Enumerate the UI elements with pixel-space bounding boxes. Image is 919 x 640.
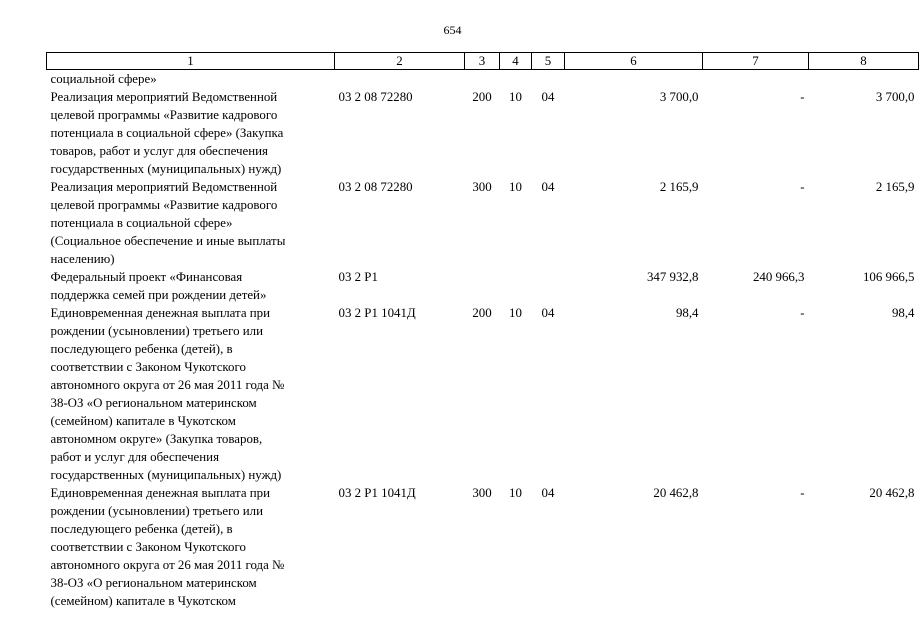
row-section: 10 — [509, 90, 522, 104]
row-section: 10 — [509, 180, 522, 194]
row-section: 10 — [509, 306, 522, 320]
row-code: 03 2 P1 1041Д — [338, 306, 416, 320]
page-number: 654 — [443, 23, 462, 37]
row-expense-type: 300 — [472, 486, 492, 500]
row-description: Реализация мероприятий Ведомственной целевой программы «Развитие кадрового потенциала в социальной сфере» (Закупка товаров, работ и услуг для обеспечения государственных (муниципальных) нужд) — [50, 90, 284, 176]
header-col-8: 8 — [809, 53, 919, 70]
row-regional: 98,4 — [891, 306, 915, 320]
row-section — [500, 70, 532, 89]
row-regional: 106 966,5 — [862, 270, 915, 284]
row-description: Единовременная денежная выплата при рождении (усыновлении) третьего или последующего ребенка (детей), в соответствии с Законом Чукотского автономного округа от 26 мая 2011 года № 38-ОЗ «О региональном материнском (семейном) капитале в Чукотском — [50, 486, 285, 608]
row-federal: - — [800, 306, 805, 320]
row-code: 03 2 08 72280 — [338, 90, 413, 104]
row-subsection: 04 — [541, 90, 555, 104]
table-header-row — [47, 53, 919, 70]
row-description: Единовременная денежная выплата при рождении (усыновлении) третьего или последующего ребенка (детей), в соответствии с Законом Чукотского автономного округа от 26 мая 2011 года № 38-ОЗ «О региональном материнском (семейном) капитале в Чукотском автономном округе» (Закупка товаров, работ и услуг для обеспечения государственных (муниципальных) нужд) — [50, 306, 285, 482]
row-total: 2 165,9 — [659, 180, 699, 194]
row-regional: 3 700,0 — [875, 90, 915, 104]
header-col-7: 7 — [703, 53, 809, 70]
row-description: социальной сфере» — [50, 72, 157, 86]
row-subsection — [532, 268, 565, 304]
row-total — [565, 70, 703, 89]
row-subsection: 04 — [541, 486, 555, 500]
row-expense-type: 200 — [472, 90, 492, 104]
row-description: Реализация мероприятий Ведомственной целевой программы «Развитие кадрового потенциала в социальной сфере» (Социальное обеспечение и иные выплаты населению) — [50, 180, 286, 266]
row-description: Федеральный проект «Финансовая поддержка семей при рождении детей» — [50, 270, 267, 302]
row-total: 347 932,8 — [646, 270, 699, 284]
row-federal — [703, 70, 809, 89]
budget-table — [46, 52, 919, 610]
row-expense-type — [465, 268, 500, 304]
table-row — [47, 304, 919, 484]
header-col-3: 3 — [465, 53, 500, 70]
row-section: 10 — [509, 486, 522, 500]
row-code: 03 2 P1 1041Д — [338, 486, 416, 500]
row-federal: - — [800, 90, 805, 104]
row-subsection — [532, 70, 565, 89]
row-code — [335, 70, 465, 89]
row-subsection: 04 — [541, 180, 555, 194]
header-col-5: 5 — [532, 53, 565, 70]
header-col-2: 2 — [335, 53, 465, 70]
row-expense-type — [465, 70, 500, 89]
table-row — [47, 268, 919, 304]
row-code: 03 2 P1 — [338, 270, 378, 284]
row-federal: 240 966,3 — [752, 270, 805, 284]
row-regional: 2 165,9 — [875, 180, 915, 194]
header-col-1: 1 — [47, 53, 335, 70]
row-expense-type: 300 — [472, 180, 492, 194]
row-regional — [809, 70, 919, 89]
table-row — [47, 484, 919, 610]
row-section — [500, 268, 532, 304]
row-regional: 20 462,8 — [869, 486, 915, 500]
header-col-4: 4 — [500, 53, 532, 70]
row-subsection: 04 — [541, 306, 555, 320]
row-code: 03 2 08 72280 — [338, 180, 413, 194]
row-total: 20 462,8 — [653, 486, 699, 500]
row-total: 98,4 — [675, 306, 699, 320]
row-expense-type: 200 — [472, 306, 492, 320]
table-row — [47, 88, 919, 178]
row-federal: - — [800, 180, 805, 194]
row-federal: - — [800, 486, 805, 500]
table-row — [47, 70, 919, 89]
table-row — [47, 178, 919, 268]
header-col-6: 6 — [565, 53, 703, 70]
row-total: 3 700,0 — [659, 90, 699, 104]
